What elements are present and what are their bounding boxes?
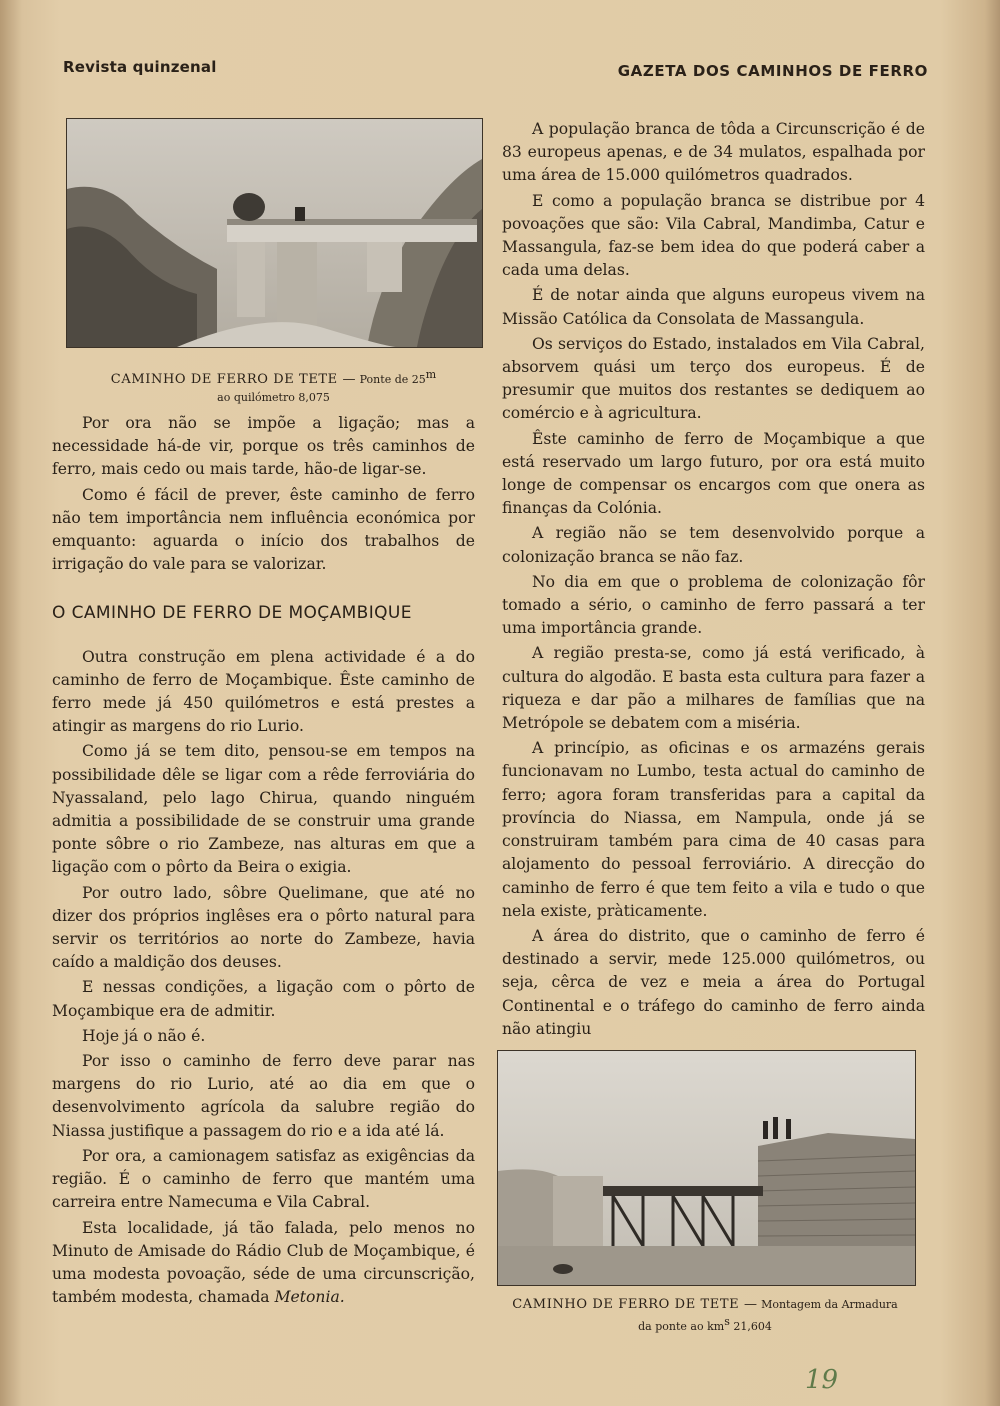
caption-superscript: s (724, 1315, 730, 1328)
photo-bridge-assembly (497, 1050, 916, 1286)
assembly-photo-illustration (498, 1051, 915, 1285)
left-column (52, 412, 475, 1309)
paragraph: Por outro lado, sôbre Quelimane, que até no dizer dos próprios inglêses era o pôrto natural para servir os territórios ao norte do Zambeze, havia caído a maldição dos deuses. (52, 883, 475, 972)
paragraph: Outra construção em plena actividade é a do caminho de ferro de Moçambique. Êste caminho de ferro mede já 450 quilómetros e está prestes a atingir as margens do rio Lurio. (52, 647, 475, 736)
paragraph: É de notar ainda que alguns europeus vivem na Missão Católica da Consolata de Massangula. (502, 286, 925, 328)
paragraph: Como é fácil de prever, êste caminho de ferro não tem importância nem influência económica por emquanto: aguarda o início dos trabalhos de irrigação do vale para se valorizar. (52, 485, 475, 574)
figure-caption-1 (66, 366, 481, 406)
paragraph-text: Esta localidade, já tão falada, pelo menos no Minuto de Amisade do Rádio Club de Moçambique, é uma modesta povoação, séde de uma circunscrição, também modesta, chamada (52, 1218, 475, 1307)
right-column (502, 118, 925, 1041)
paragraph: Os serviços do Estado, instalados em Vila Cabral, absorvem quási um terço dos europeus. É de presumir que muitos dos restantes se dediquem ao comércio e à agricultura. (502, 334, 925, 423)
caption-line2-end: 21,604 (729, 1320, 772, 1334)
caption-line2: da ponte ao km (638, 1320, 725, 1334)
paragraph: Como já se tem dito, pensou-se em tempos na possibilidade dêle se ligar com a rêde ferroviária do Nyassaland, pelo lago Chirua, quando ninguém admitia a possibilidade de se construir uma grande ponte sôbre o rio Zambeze, nas alturas em que a ligação com o pôrto da Beira o exigia. (52, 742, 475, 877)
place-name: Metonia. (274, 1288, 345, 1307)
section-title: O CAMINHO DE FERRO DE MOÇAMBIQUE (52, 603, 412, 624)
caption-line2: ao quilómetro 8,075 (217, 391, 330, 405)
paragraph: Hoje já o não é. (82, 1026, 206, 1045)
page-number: 19 (805, 1365, 839, 1395)
paragraph: A região não se tem desenvolvido porque a colonização branca se não faz. (502, 524, 925, 566)
header-left: Revista quinzenal (63, 58, 217, 76)
figure-caption-2 (480, 1295, 930, 1335)
paragraph: Por ora, a camionagem satisfaz as exigências da região. É o caminho de ferro que mantém uma carreira entre Namecuma e Vila Cabral. (52, 1146, 475, 1212)
paragraph: A região presta-se, como já está verificado, à cultura do algodão. E basta esta cultura para fazer a riqueza e dar pão a milhares de famílias que na Metrópole se debatem com a miséria. (502, 644, 925, 733)
paragraph: Êste caminho de ferro de Moçambique a que está reservado um largo futuro, por ora está muito longe de compensar os encargos com que onera as finanças da Colónia. (502, 429, 925, 518)
paragraph: A área do distrito, que o caminho de ferro é destinado a servir, mede 125.000 quilómetros, ou seja, cêrca de vez e meia a área do Portugal Continental e o tráfego do caminho de ferro ainda não atingiu (502, 926, 925, 1038)
photo-bridge-25m (66, 118, 483, 348)
paragraph: A população branca de tôda a Circunscrição é de 83 europeus apenas, e de 34 mulatos, espalhada por uma área de 15.000 quilómetros quadrados. (502, 120, 925, 185)
paragraph: E nessas condições, a ligação com o pôrto de Moçambique era de admitir. (52, 978, 475, 1020)
caption-superscript: m (425, 368, 437, 381)
caption-detail: Montagem da Armadura (757, 1298, 898, 1311)
paragraph: E como a população branca se distribue por 4 povoações que são: Vila Cabral, Mandimba, Catur e Massangula, faz-se bem idea do que poderá caber a cada uma delas. (502, 191, 925, 280)
bridge-photo-illustration (67, 119, 482, 347)
paragraph: Por isso o caminho de ferro deve parar nas margens do rio Lurio, até ao dia em que o desenvolvimento agrícola da salubre região do Niassa justifique a passagem do rio e a ida até lá. (52, 1052, 475, 1140)
header-title: GAZETA DOS CAMINHOS DE FERRO (617, 62, 928, 80)
caption-title: CAMINHO DE FERRO DE TETE — (512, 1297, 758, 1312)
caption-title: CAMINHO DE FERRO DE TETE — (110, 372, 357, 388)
paragraph: A princípio, as oficinas e os armazéns gerais funcionavam no Lumbo, testa actual do caminho de ferro; agora foram transferidas para a capital da província do Niassa, em Nampula, onde já se construiram também para cima de 40 casas para alojamento do pessoal ferroviário. A direcção do caminho de ferro é que tem feito a vila e tudo o que nela existe, pràticamente. (502, 739, 925, 920)
paragraph-last (52, 1217, 475, 1310)
paragraph: Por ora não se impõe a ligação; mas a necessidade há-de vir, porque os três caminhos de ferro, mais cedo ou mais tarde, hão-de ligar-se. (52, 414, 475, 479)
caption-detail: Ponte de 25 (356, 373, 426, 387)
paragraph: No dia em que o problema de colonização fôr tomado a sério, o caminho de ferro passará a ter uma importância grande. (502, 572, 925, 638)
